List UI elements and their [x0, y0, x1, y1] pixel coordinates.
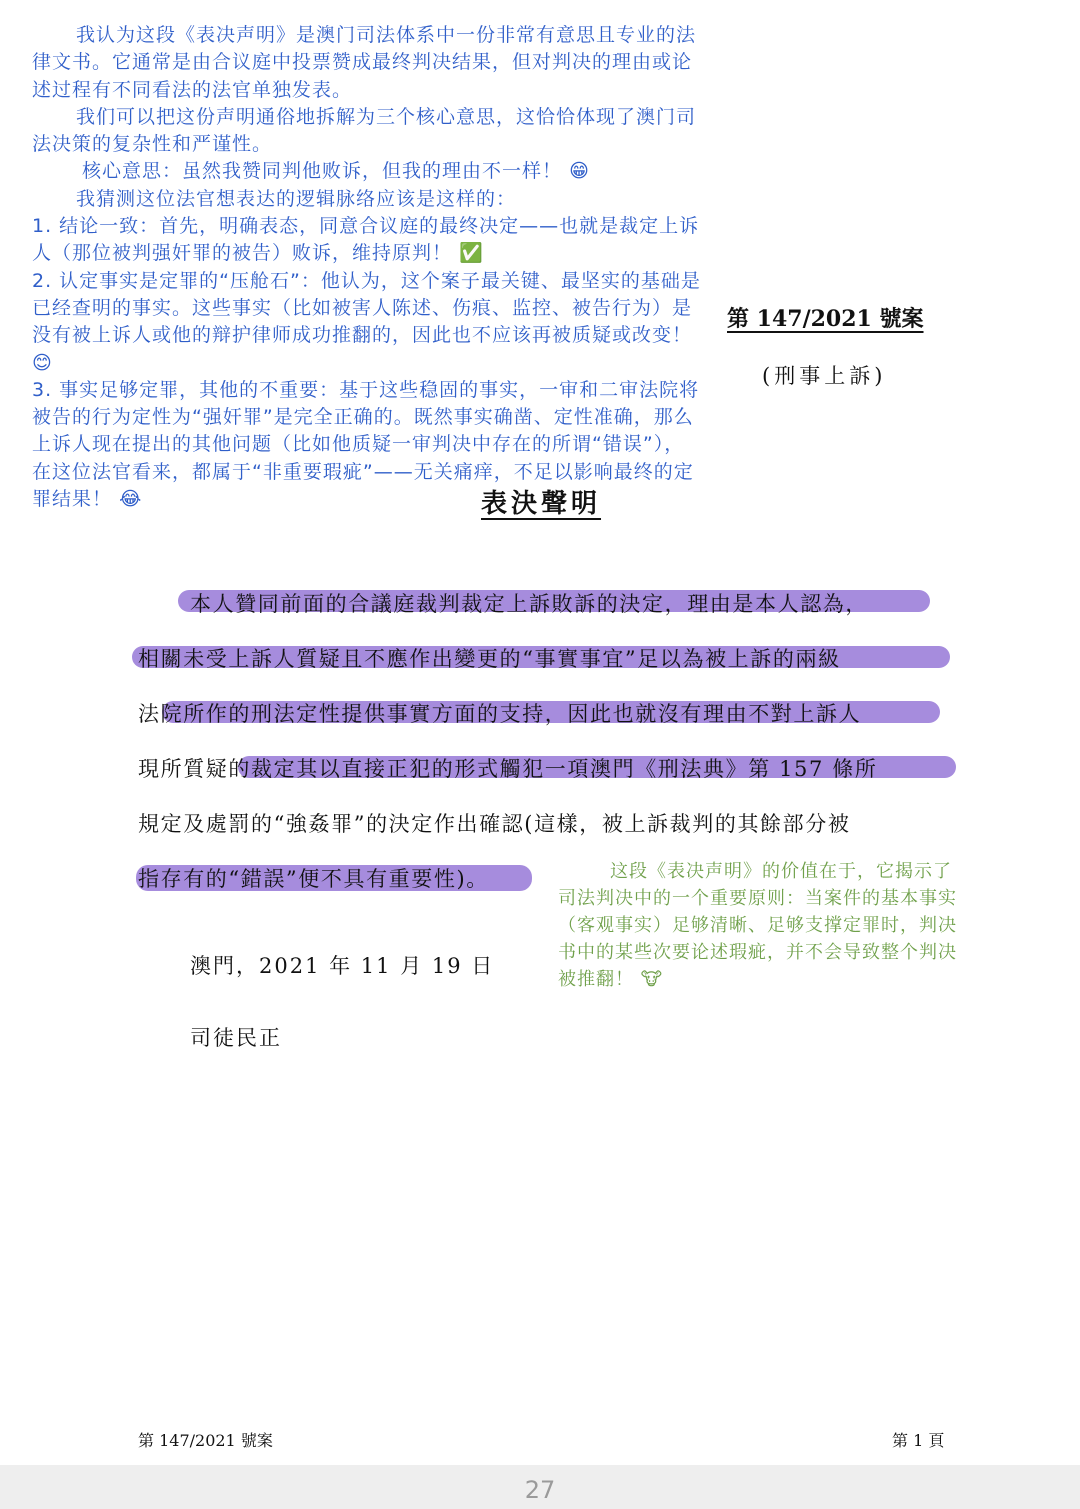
footer-page-label: 第 1 頁: [892, 1431, 945, 1450]
place-date: 澳門，2021 年 11 月 19 日: [190, 954, 495, 978]
blue-guess: 我猜测这位法官想表达的逻辑脉络应该是这样的：: [76, 187, 517, 210]
blue-item-3: [32, 377, 704, 513]
case-number-heading: 第 147/2021 號案: [727, 306, 924, 332]
blue-item-3-text: 3. 事实足够定罪，其他的不重要：基于这些稳固的事实，一审和二审法院将被告的行为定性为“强奸罪”是完全正确的。既然事实确凿、定性准确，那么上诉人现在提出的其他问题（比如他质疑一审判决中存在的所谓“错误”），在这位法官看来，都属于“非重要瑕疵”——无关痛痒，不足以影响最终的定罪结果！: [32, 378, 700, 511]
blue-annotation: [32, 22, 704, 513]
laugh-emoji-icon: 😂: [119, 488, 143, 511]
blue-para-1: 我认为这段《表决声明》是澳门司法体系中一份非常有意思且专业的法律文书。它通常是由合议庭中投票赞成最终判决结果，但对判决的理由或论述过程有不同看法的法官单独发表。: [32, 24, 697, 101]
green-annotation: [558, 858, 970, 993]
blue-core: [32, 158, 704, 185]
green-annotation-text: 这段《表决声明》的价值在于，它揭示了司法判决中的一个重要原则：当案件的基本事实（客观事实）足够清晰、足够支撑定罪时，判决书中的某些次要论述瑕疵，并不会导致整个判决被推翻！: [558, 861, 957, 990]
blue-item-1: [32, 213, 704, 268]
blue-item-1-text: 1. 结论一致：首先，明确表态，同意合议庭的最终决定——也就是裁定上诉人（那位被判强奸罪的被告）败诉，维持原判！: [32, 215, 700, 265]
document-title: 表決聲明: [481, 489, 602, 519]
signature: 司徒民正: [190, 1026, 282, 1050]
cow-emoji-icon: 🐮: [640, 969, 664, 990]
check-mark-icon: ✅: [459, 242, 484, 265]
blue-para-2: 我们可以把这份声明通俗地拆解为三个核心意思，这恰恰体现了澳门司法决策的复杂性和严谨性。: [32, 105, 697, 156]
body-line: 本人贊同前面的合議庭裁判裁定上訴敗訴的決定，理由是本人認為，: [190, 592, 868, 616]
body-line: 法院所作的刑法定性提供事實方面的支持，因此也就沒有理由不對上訴人: [138, 702, 862, 726]
blue-item-2-text: 2. 认定事实是定罪的“压舱石”：他认为，这个案子最关键、最坚实的基础是已经查明的事实。这些事实（比如被害人陈述、伤痕、监控、被告行为）是没有被上诉人或他的辩护律师成功推翻的，因此也不应该再被质疑或改变！: [32, 269, 701, 347]
grin-emoji-icon: 😁: [569, 160, 590, 183]
viewer-page-number: 27: [524, 1476, 556, 1504]
blue-item-2: [32, 268, 704, 377]
body-line: 規定及處罰的“強姦罪”的決定作出確認(這樣，被上訴裁判的其餘部分被: [138, 812, 851, 836]
body-line: 指存有的“錯誤”便不具有重要性)。: [138, 867, 489, 891]
body-line: 現所質疑的裁定其以直接正犯的形式觸犯一項澳門《刑法典》第 157 條所: [138, 757, 878, 781]
case-type: (刑事上訴): [762, 364, 887, 388]
footer-case-number: 第 147/2021 號案: [138, 1431, 273, 1450]
body-line: 相關未受上訴人質疑且不應作出變更的“事實事宜”足以為被上訴的兩級: [138, 647, 841, 671]
smile-emoji-icon: 😊: [32, 351, 53, 374]
blue-core-text: 核心意思：虽然我赞同判他败诉，但我的理由不一样！: [82, 160, 563, 183]
